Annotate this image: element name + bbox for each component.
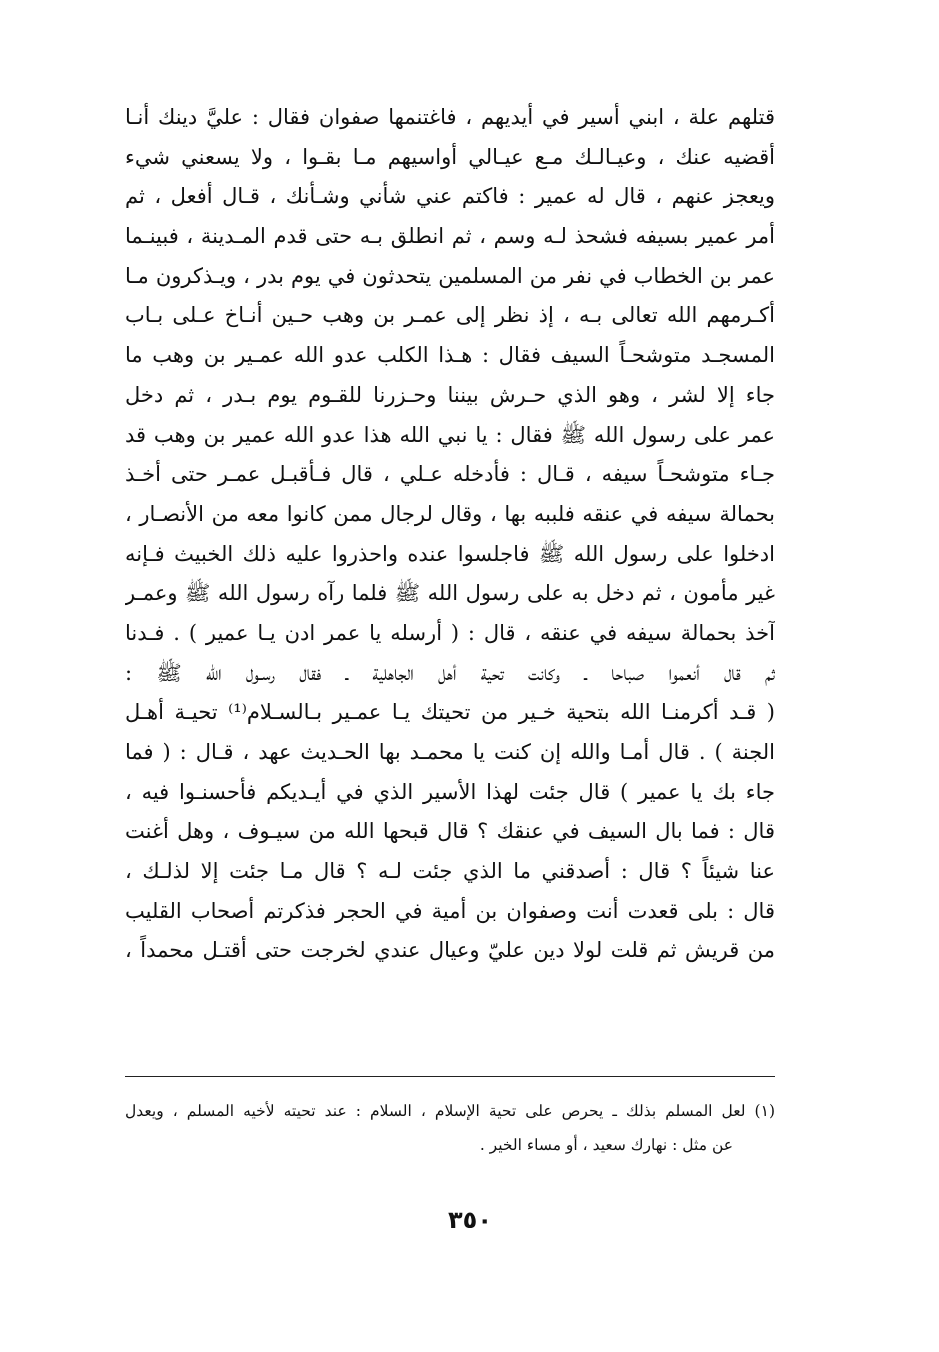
text-line: من قريش ثم قلت لولا دين عليّ وعيال عندي لخرجت حتى أقتـل محمداً ، <box>125 938 775 963</box>
text-line: عمر بن الخطاب في نفر من المسلمين يتحدثون في يوم بدر ، ويـذكرون مـا <box>125 263 775 288</box>
footnote-line: (١) لعل المسلم بذلك ـ يحرص على تحية الإسلام ، السلام : عند تحيته لأخيه المسلم ، ويعدل <box>125 1102 775 1120</box>
text-line: ويعجز عنهم ، قال له عمير : فاكتم عني شأني وشـأنك ، قـال أفعل ، ثم <box>125 184 775 209</box>
text-line: بحمالة سيفه في عنقه فلببه بها ، وقال لرجال ممن كانوا معه من الأنصـار ، <box>125 501 775 526</box>
main-text <box>125 98 775 971</box>
text-line: قتلهم علة ، ابني أسير في أيديهم ، فاغتنمها صفوان فقال : عليَّ دينك أنـا <box>125 105 775 129</box>
text-line: غير مأمون ، ثم دخل به على رسول الله ﷺ فلما رآه رسول الله ﷺ وعمـر <box>125 581 775 606</box>
footnote <box>125 1094 775 1162</box>
text-line: أمر عمير بسيفه فشحذ لـه وسم ، ثم انطلق بـه حتى قدم المـدينة ، فبينـما <box>125 224 775 249</box>
text-line: أقضيه عنك ، وعيـالـك مـع عيـالي أواسيهم مـا بقـوا ، ولا يسعني شيء <box>125 144 775 169</box>
text-line: ( قـد أكرمنـا الله بتحية خـير من تحيتك يـا عمـير بـالسـلام⁽¹⁾ تحيـة أهـل <box>125 700 775 725</box>
page-number: ٣٥٠ <box>448 1206 492 1234</box>
text-line: ادخلوا على رسول الله ﷺ فاجلسوا عنده واحذروا عليه ذلك الخبيث فـإنه <box>125 541 775 566</box>
text-line: قال : فما بال السيف في عنقك ؟ قال قبحها الله من سيـوف ، وهل أغنت <box>125 819 775 844</box>
footnote-divider <box>125 1076 775 1077</box>
text-line: ثم قال أنعموا صباحا ـ وكانت تحية أهل الجاهلية ـ فقال رسـول الله ﷺ : <box>125 660 775 685</box>
text-line: آخذ بحمالة سيفه في عنقه ، قال : ( أرسله يا عمر ادن يـا عمير ) . فـدنا <box>125 620 775 645</box>
text-line: الجنة ) . قال أمـا والله إن كنت يا محمـد بها الحـديث عهد ، قـال : ( فما <box>125 740 775 764</box>
footnote-line: عن مثل : نهارك سعيد ، أو مساء الخير . <box>479 1136 733 1154</box>
text-line: عمر على رسول الله ﷺ فقال : يا نبي الله هذا عدو الله عمير بن وهب قد <box>125 422 775 447</box>
text-line: المسجـد متوشحـاً السيف فقال : هـذا الكلب عدو الله عمـير بن وهب ما <box>125 343 775 368</box>
text-line: جاء بك يا عمير ) قال جئت لهذا الأسير الذي في أيـديكم فأحسنـوا فيه ، <box>125 779 775 804</box>
text-line: جـاء متوشحـاً سيفه ، قـال : فأدخله عـلي ، قال فـأقبـل عمـر حتى أخـذ <box>125 462 775 487</box>
text-line: جاء إلا لشر ، وهو الذي حـرش بيننا وحـزرنا للقـوم يوم بـدر ، ثم دخل <box>125 382 775 407</box>
text-line: أكـرمهم الله تعالى بـه ، إذ نظر إلى عمـر بن وهب حـين أنـاخ عـلى بـاب <box>125 303 775 328</box>
text-line: عنا شيئاً ؟ قال : أصدقني ما الذي جئت لـه ؟ قال مـا جئت إلا لذلـك ، <box>125 859 775 884</box>
text-line: قال : بلى قعدت أنت وصفوان بن أمية في الحجر فذكرتم أصحاب القليب <box>125 898 775 923</box>
